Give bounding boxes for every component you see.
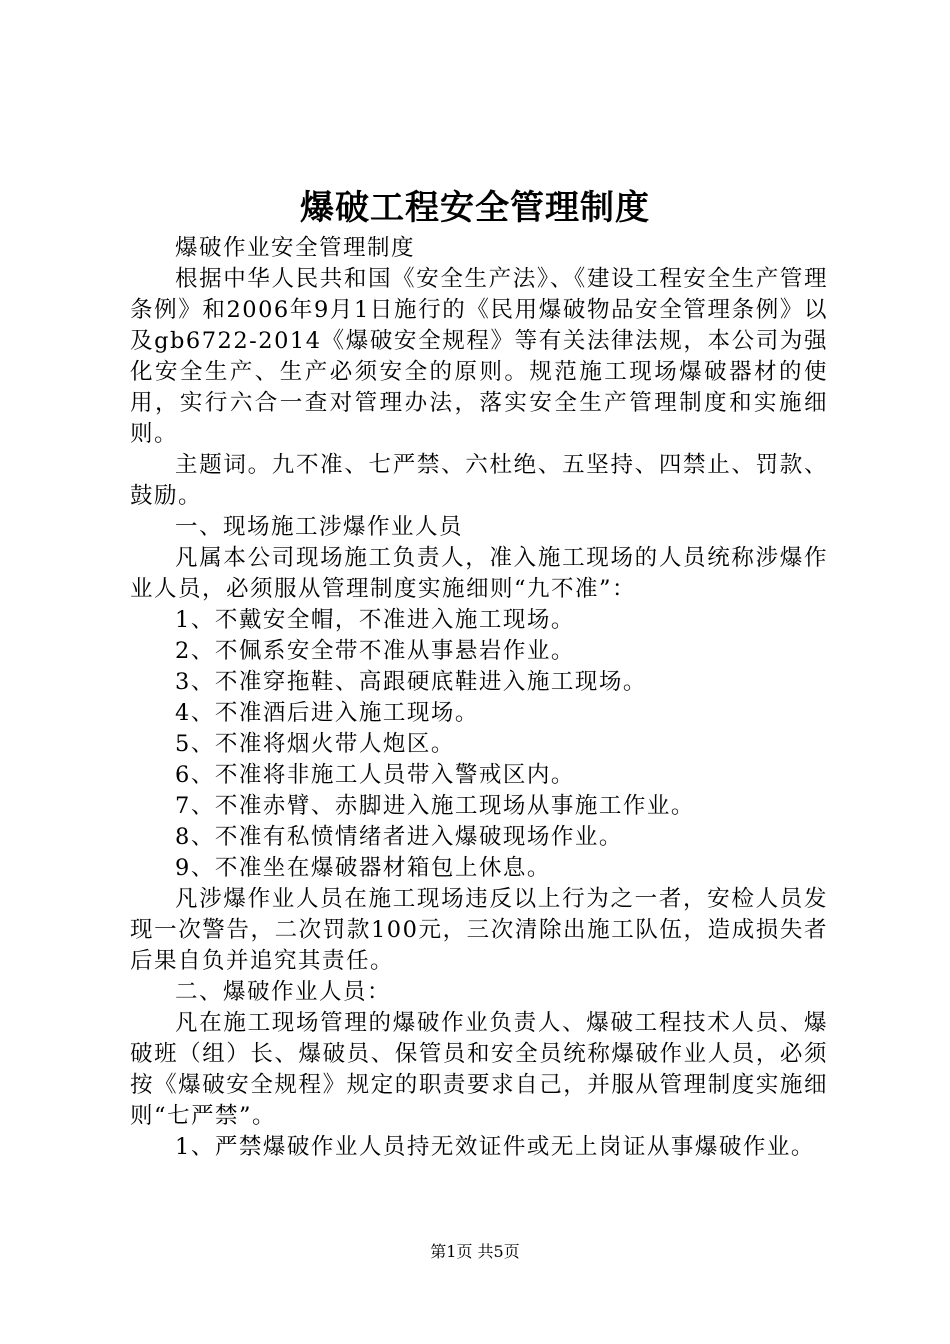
paragraph: 根据中华人民共和国《安全生产法》、《建设工程安全生产管理条例》和2006年9月1日施行的《民用爆破物品安全管理条例》以及gb6722-2014《爆破安全规程》等有关法律法规，本公司为强化安全生产、生产必须安全的原则。规范施工现场爆破器材的使用，实行六合一查对管理办法，落实安全生产管理制度和实施细则。 [130, 266, 828, 447]
list-item: 8、不准有私愤情绪者进入爆破现场作业。 [175, 824, 623, 850]
paragraph: 凡在施工现场管理的爆破作业负责人、爆破工程技术人员、爆破班（组）长、爆破员、保管员和安全员统称爆破作业人员，必须按《爆破安全规程》规定的职责要求自己，并服从管理制度实施细则“七严禁”。 [130, 1010, 828, 1129]
paragraph: 主题词。九不准、七严禁、六杜绝、五坚持、四禁止、罚款、鼓励。 [130, 452, 828, 509]
paragraph: 凡涉爆作业人员在施工现场违反以上行为之一者，安检人员发现一次警告，二次罚款100元，三次清除出施工队伍，造成损失者后果自负并追究其责任。 [130, 886, 828, 974]
list-item: 5、不准将烟火带人炮区。 [175, 731, 455, 757]
document-body [130, 233, 828, 1163]
list-item: 7、不准赤臂、赤脚进入施工现场从事施工作业。 [175, 793, 695, 819]
paragraph: 凡属本公司现场施工负责人，准入施工现场的人员统称涉爆作业人员，必须服从管理制度实施细则“九不准”： [130, 545, 828, 602]
list-item: 9、不准坐在爆破器材箱包上休息。 [175, 855, 551, 881]
list-item: 2、不佩系安全带不准从事悬岩作业。 [175, 638, 575, 664]
document-title: 爆破工程安全管理制度 [300, 188, 650, 228]
page-footer: 第1页 共5页 [430, 1242, 520, 1261]
list-item: 3、不准穿拖鞋、高跟硬底鞋进入施工现场。 [175, 669, 647, 695]
list-item: 4、不准酒后进入施工现场。 [175, 700, 479, 726]
list-item: 1、不戴安全帽，不准进入施工现场。 [175, 607, 575, 633]
list-item: 6、不准将非施工人员带入警戒区内。 [175, 762, 575, 788]
section-heading: 一、现场施工涉爆作业人员 [175, 514, 464, 540]
paragraph: 爆破作业安全管理制度 [175, 235, 416, 261]
section-heading: 二、爆破作业人员： [175, 979, 392, 1005]
list-item: 1、严禁爆破作业人员持无效证件或无上岗证从事爆破作业。 [175, 1134, 815, 1160]
